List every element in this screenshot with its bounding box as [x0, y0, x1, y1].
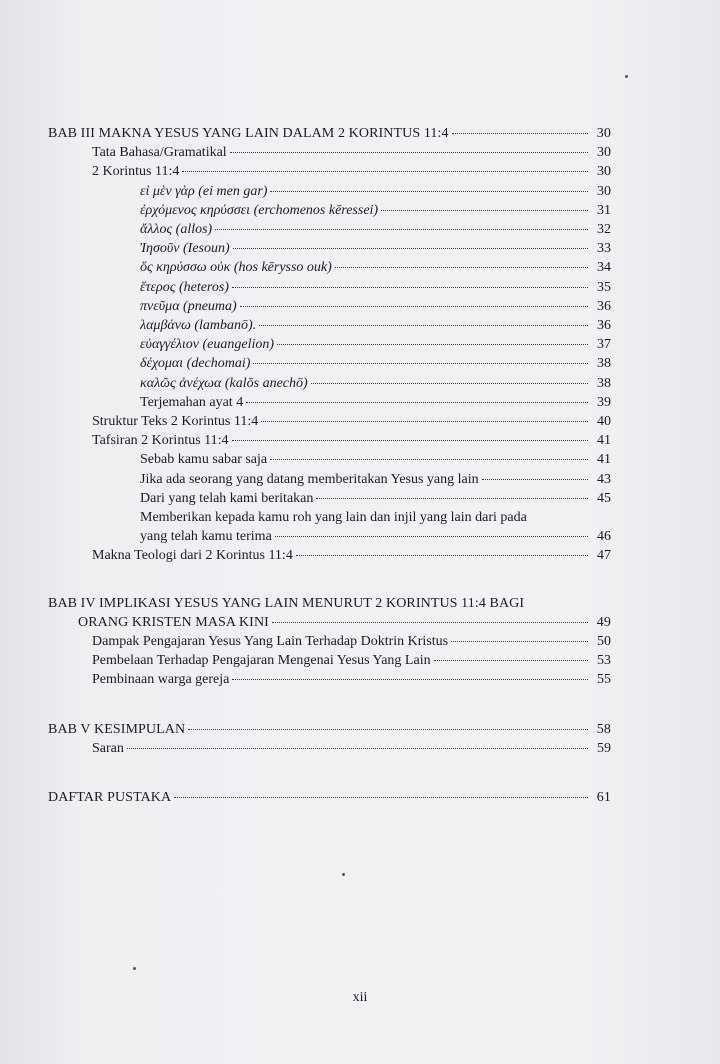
toc-entry[interactable]: [48, 651, 611, 670]
toc-entry[interactable]: [48, 143, 611, 162]
toc-page-number: 36: [597, 318, 611, 334]
dot-leader: [316, 498, 588, 499]
toc-page-number: 36: [597, 298, 611, 314]
toc-entry-title: Ἰησοῦν (Iesoun): [140, 241, 230, 257]
toc-entry-title: BAB III MAKNA YESUS YANG LAIN DALAM 2 KORINTUS 11:4: [48, 126, 449, 141]
toc-entry-title: ἐρχόμενος κηρύσσει (erchomenos kēressei): [140, 202, 379, 218]
page-number: xii: [352, 990, 368, 1005]
toc-entry[interactable]: [48, 393, 611, 412]
dot-leader: [174, 797, 588, 798]
toc-entry-title: Jika ada seorang yang datang memberitakan Yesus yang lain: [140, 471, 479, 487]
toc-page-number: 61: [596, 790, 611, 806]
toc-page-number: 47: [597, 548, 611, 564]
toc-entry[interactable]: [48, 316, 611, 335]
toc-entry[interactable]: [48, 258, 611, 277]
toc-page-number: 50: [597, 634, 611, 650]
dot-leader: [434, 660, 588, 661]
toc-page-number: 40: [597, 414, 611, 430]
toc-page-number: 41: [597, 452, 611, 468]
spacer: [48, 566, 611, 594]
dot-leader: [188, 729, 588, 730]
toc-entry-title: BAB V KESIMPULAN: [48, 721, 186, 737]
toc-page-number: 30: [597, 183, 611, 199]
dot-leader: [311, 383, 588, 384]
toc-entry[interactable]: [48, 546, 611, 565]
toc-page-number: 32: [597, 222, 611, 238]
toc-entry-title: ἕτερος (heteros): [140, 279, 229, 295]
toc-entry[interactable]: [48, 670, 611, 689]
toc-entry[interactable]: [48, 470, 611, 489]
toc-entry-title: ἄλλος (allos): [140, 222, 213, 238]
toc-page-number: 30: [597, 145, 611, 161]
toc-page-number: 30: [597, 164, 611, 180]
dot-leader: [240, 306, 588, 307]
toc-entry[interactable]: [48, 297, 611, 316]
toc-page-number: 55: [597, 672, 611, 688]
paper-speck: [342, 873, 345, 876]
toc-entry-title: Tafsiran 2 Korintus 11:4: [92, 433, 229, 449]
dot-leader: [296, 555, 588, 556]
toc-entry-title: καλῶς ἀνέχωα (kalōs anechō): [140, 375, 308, 391]
spacer: [48, 758, 611, 788]
toc-page-number: 58: [596, 721, 611, 737]
dot-leader: [270, 459, 588, 460]
toc-entry[interactable]: [48, 354, 611, 373]
dot-leader: [246, 402, 588, 403]
dot-leader: [127, 748, 588, 749]
dot-leader: [261, 421, 588, 422]
toc-page-number: 37: [597, 337, 611, 353]
toc-entry-title: λαμβάνω (lambanō).: [140, 318, 257, 334]
toc-page-number: 35: [597, 279, 611, 295]
dot-leader: [232, 679, 588, 680]
toc-page-number: 31: [597, 202, 611, 218]
toc-entry-title: ὅς κηρύσσω οὐκ (hos kērysso ouk): [140, 260, 332, 276]
toc-page-number: 43: [597, 471, 611, 487]
toc-entry-title: Dari yang telah kami beritakan: [140, 490, 314, 506]
toc-page-number: 59: [597, 740, 611, 756]
dot-leader: [452, 133, 588, 134]
toc-entry-title-continued: yang telah kamu terima: [140, 529, 272, 545]
toc-chapter-4[interactable]: [48, 594, 611, 632]
toc-entry-title: εἰ μὲν γὰρ (ei men gar): [140, 183, 268, 199]
toc-entry[interactable]: [48, 374, 611, 393]
toc-entry-title: Terjemahan ayat 4: [140, 394, 244, 410]
table-of-contents: [48, 124, 611, 807]
dot-leader: [215, 229, 588, 230]
toc-entry-title: Sebab kamu sabar saja: [140, 452, 268, 468]
toc-entry-title: δέχομαι (dechomai): [140, 356, 251, 372]
toc-entry[interactable]: [48, 182, 611, 201]
toc-page-number: 46: [597, 529, 611, 545]
toc-entry-title: BAB IV IMPLIKASI YESUS YANG LAIN MENURUT 2 KORINTUS 11:4 BAGI: [48, 595, 525, 611]
toc-page-number: 30: [596, 126, 611, 141]
toc-entry-title: Makna Teologi dari 2 Korintus 11:4: [92, 548, 293, 564]
toc-entry[interactable]: [48, 278, 611, 297]
toc-entry[interactable]: [48, 450, 611, 469]
dot-leader: [253, 363, 588, 364]
toc-page-number: 34: [597, 260, 611, 276]
toc-entry[interactable]: [48, 239, 611, 258]
dot-leader: [270, 191, 588, 192]
toc-entry[interactable]: [48, 431, 611, 450]
toc-chapter-3[interactable]: [48, 124, 611, 143]
toc-entry[interactable]: [48, 739, 611, 758]
toc-entry[interactable]: [48, 335, 611, 354]
dot-leader: [182, 171, 588, 172]
toc-page-number: 38: [597, 356, 611, 372]
toc-entry-title: εὐαγγέλιον (euangelion): [140, 337, 275, 353]
toc-entry-title-continued: ORANG KRISTEN MASA KINI: [78, 614, 269, 630]
paper-speck: [133, 967, 136, 970]
toc-entry-title: Memberikan kepada kamu roh yang lain dan injil yang lain dari pada: [140, 510, 527, 526]
toc-page-number: 39: [597, 394, 611, 410]
toc-entry-title: πνεῦμα (pneuma): [140, 298, 237, 314]
toc-entry[interactable]: [48, 201, 611, 220]
toc-page-number: 33: [597, 241, 611, 257]
toc-entry[interactable]: [48, 489, 611, 508]
toc-entry-title: Struktur Teks 2 Korintus 11:4: [92, 414, 259, 430]
toc-entry-title: Tata Bahasa/Gramatikal: [92, 145, 227, 161]
toc-page-number: 41: [597, 433, 611, 449]
toc-chapter-5[interactable]: [48, 720, 611, 739]
dot-leader: [381, 210, 588, 211]
toc-entry[interactable]: [48, 632, 611, 651]
dot-leader: [230, 152, 588, 153]
toc-entry-title: Pembinaan warga gereja: [92, 672, 230, 688]
toc-entry-title: Pembelaan Terhadap Pengajaran Mengenai Yesus Yang Lain: [92, 653, 431, 669]
toc-entry-title: 2 Korintus 11:4: [92, 164, 180, 180]
toc-entry[interactable]: [48, 220, 611, 239]
dot-leader: [232, 440, 588, 441]
toc-entry-title: DAFTAR PUSTAKA: [48, 790, 172, 806]
paper-speck: [625, 75, 628, 78]
dot-leader: [482, 479, 588, 480]
dot-leader: [335, 267, 588, 268]
toc-entry[interactable]: [48, 162, 611, 181]
dot-leader: [272, 622, 588, 623]
toc-entry-title: Saran: [92, 740, 124, 756]
toc-page-number: 53: [597, 653, 611, 669]
dot-leader: [275, 536, 588, 537]
toc-entry-multiline[interactable]: [48, 508, 611, 546]
toc-page-number: 45: [597, 490, 611, 506]
toc-bibliography[interactable]: [48, 788, 611, 807]
spacer: [48, 690, 611, 720]
toc-entry[interactable]: [48, 412, 611, 431]
dot-leader: [233, 248, 588, 249]
toc-page-number: 49: [596, 614, 611, 630]
toc-entry-title: Dampak Pengajaran Yesus Yang Lain Terhadap Doktrin Kristus: [92, 634, 449, 650]
dot-leader: [259, 325, 588, 326]
dot-leader: [277, 344, 588, 345]
toc-page-number: 38: [597, 375, 611, 391]
dot-leader: [232, 287, 588, 288]
dot-leader: [451, 641, 588, 642]
